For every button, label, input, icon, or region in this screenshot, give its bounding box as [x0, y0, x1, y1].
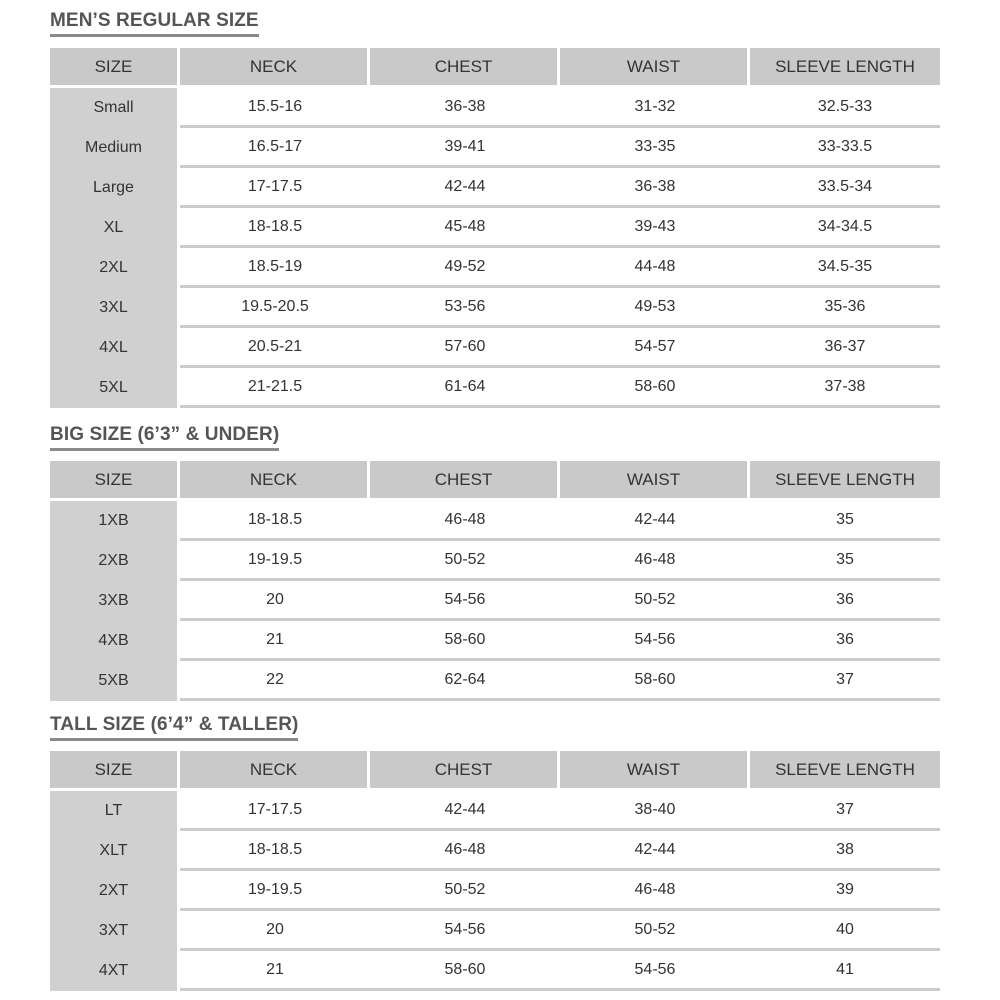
table-row	[50, 128, 940, 168]
section-title-big: BIG SIZE (6’3” & UNDER)	[50, 424, 279, 451]
column-header-chest: CHEST	[370, 461, 560, 501]
cell-neck: 20	[180, 911, 370, 951]
cell-chest: 46-48	[370, 831, 560, 871]
cell-size: LT	[50, 791, 180, 831]
cell-size: 1XB	[50, 501, 180, 541]
cell-size: 4XT	[50, 951, 180, 991]
cell-sleeve-length: 36	[750, 581, 940, 621]
table-row	[50, 88, 940, 128]
cell-waist: 42-44	[560, 501, 750, 541]
cell-size: XL	[50, 208, 180, 248]
cell-neck: 20	[180, 581, 370, 621]
cell-waist: 54-56	[560, 621, 750, 661]
cell-sleeve-length: 32.5-33	[750, 88, 940, 128]
column-header-size: SIZE	[50, 751, 180, 791]
cell-neck: 21	[180, 621, 370, 661]
table-row	[50, 288, 940, 328]
cell-sleeve-length: 37	[750, 661, 940, 701]
section-title-regular: MEN’S REGULAR SIZE	[50, 10, 259, 37]
table-row	[50, 661, 940, 701]
column-header-waist: WAIST	[560, 461, 750, 501]
cell-size: 2XB	[50, 541, 180, 581]
cell-size: 4XL	[50, 328, 180, 368]
cell-chest: 57-60	[370, 328, 560, 368]
cell-chest: 53-56	[370, 288, 560, 328]
cell-waist: 31-32	[560, 88, 750, 128]
table-row	[50, 208, 940, 248]
cell-waist: 49-53	[560, 288, 750, 328]
cell-neck: 21	[180, 951, 370, 991]
cell-sleeve-length: 36	[750, 621, 940, 661]
cell-waist: 54-56	[560, 951, 750, 991]
table-row	[50, 951, 940, 991]
cell-chest: 62-64	[370, 661, 560, 701]
table-row	[50, 911, 940, 951]
table-row	[50, 541, 940, 581]
cell-sleeve-length: 35	[750, 501, 940, 541]
table-row	[50, 501, 940, 541]
cell-waist: 58-60	[560, 368, 750, 408]
cell-neck: 21-21.5	[180, 368, 370, 408]
cell-sleeve-length: 33.5-34	[750, 168, 940, 208]
table-row	[50, 871, 940, 911]
cell-size: 3XT	[50, 911, 180, 951]
cell-size: 3XB	[50, 581, 180, 621]
cell-neck: 20.5-21	[180, 328, 370, 368]
cell-waist: 46-48	[560, 541, 750, 581]
cell-neck: 19.5-20.5	[180, 288, 370, 328]
cell-sleeve-length: 37	[750, 791, 940, 831]
cell-chest: 58-60	[370, 951, 560, 991]
cell-size: 5XB	[50, 661, 180, 701]
cell-neck: 18-18.5	[180, 831, 370, 871]
cell-neck: 18.5-19	[180, 248, 370, 288]
cell-chest: 54-56	[370, 911, 560, 951]
column-header-sleeve-length: SLEEVE LENGTH	[750, 461, 940, 501]
column-header-waist: WAIST	[560, 751, 750, 791]
column-header-waist: WAIST	[560, 48, 750, 88]
cell-neck: 18-18.5	[180, 501, 370, 541]
cell-sleeve-length: 35-36	[750, 288, 940, 328]
cell-waist: 42-44	[560, 831, 750, 871]
cell-size: Small	[50, 88, 180, 128]
column-header-chest: CHEST	[370, 48, 560, 88]
cell-sleeve-length: 36-37	[750, 328, 940, 368]
cell-chest: 42-44	[370, 168, 560, 208]
cell-waist: 50-52	[560, 581, 750, 621]
cell-neck: 19-19.5	[180, 871, 370, 911]
table-row	[50, 581, 940, 621]
column-header-size: SIZE	[50, 461, 180, 501]
table-row	[50, 831, 940, 871]
table-header-row	[50, 48, 940, 88]
cell-chest: 42-44	[370, 791, 560, 831]
column-header-sleeve-length: SLEEVE LENGTH	[750, 751, 940, 791]
table-row	[50, 168, 940, 208]
size-table-big	[50, 461, 940, 701]
table-row	[50, 621, 940, 661]
section-title-tall: TALL SIZE (6’4” & TALLER)	[50, 714, 298, 741]
cell-waist: 58-60	[560, 661, 750, 701]
table-header-row	[50, 461, 940, 501]
cell-waist: 44-48	[560, 248, 750, 288]
column-header-neck: NECK	[180, 48, 370, 88]
cell-sleeve-length: 37-38	[750, 368, 940, 408]
cell-size: Medium	[50, 128, 180, 168]
cell-waist: 54-57	[560, 328, 750, 368]
cell-neck: 18-18.5	[180, 208, 370, 248]
cell-neck: 19-19.5	[180, 541, 370, 581]
cell-chest: 46-48	[370, 501, 560, 541]
cell-waist: 36-38	[560, 168, 750, 208]
table-header-row	[50, 751, 940, 791]
column-header-chest: CHEST	[370, 751, 560, 791]
cell-sleeve-length: 35	[750, 541, 940, 581]
cell-size: XLT	[50, 831, 180, 871]
cell-neck: 17-17.5	[180, 168, 370, 208]
cell-waist: 38-40	[560, 791, 750, 831]
cell-sleeve-length: 41	[750, 951, 940, 991]
cell-chest: 54-56	[370, 581, 560, 621]
column-header-size: SIZE	[50, 48, 180, 88]
cell-chest: 58-60	[370, 621, 560, 661]
cell-chest: 50-52	[370, 871, 560, 911]
cell-chest: 45-48	[370, 208, 560, 248]
cell-sleeve-length: 34-34.5	[750, 208, 940, 248]
cell-size: 4XB	[50, 621, 180, 661]
cell-size: 5XL	[50, 368, 180, 408]
cell-sleeve-length: 38	[750, 831, 940, 871]
cell-waist: 50-52	[560, 911, 750, 951]
cell-size: 2XL	[50, 248, 180, 288]
cell-sleeve-length: 40	[750, 911, 940, 951]
column-header-neck: NECK	[180, 751, 370, 791]
cell-chest: 49-52	[370, 248, 560, 288]
cell-chest: 61-64	[370, 368, 560, 408]
table-row	[50, 368, 940, 408]
size-table-tall	[50, 751, 940, 991]
cell-size: 2XT	[50, 871, 180, 911]
cell-chest: 50-52	[370, 541, 560, 581]
cell-neck: 17-17.5	[180, 791, 370, 831]
cell-neck: 15.5-16	[180, 88, 370, 128]
column-header-neck: NECK	[180, 461, 370, 501]
column-header-sleeve-length: SLEEVE LENGTH	[750, 48, 940, 88]
cell-waist: 33-35	[560, 128, 750, 168]
cell-waist: 39-43	[560, 208, 750, 248]
cell-sleeve-length: 39	[750, 871, 940, 911]
cell-neck: 16.5-17	[180, 128, 370, 168]
cell-chest: 39-41	[370, 128, 560, 168]
table-row	[50, 328, 940, 368]
table-row	[50, 248, 940, 288]
cell-neck: 22	[180, 661, 370, 701]
cell-size: Large	[50, 168, 180, 208]
cell-chest: 36-38	[370, 88, 560, 128]
cell-sleeve-length: 34.5-35	[750, 248, 940, 288]
cell-sleeve-length: 33-33.5	[750, 128, 940, 168]
size-table-regular	[50, 48, 940, 408]
cell-size: 3XL	[50, 288, 180, 328]
cell-waist: 46-48	[560, 871, 750, 911]
table-row	[50, 791, 940, 831]
